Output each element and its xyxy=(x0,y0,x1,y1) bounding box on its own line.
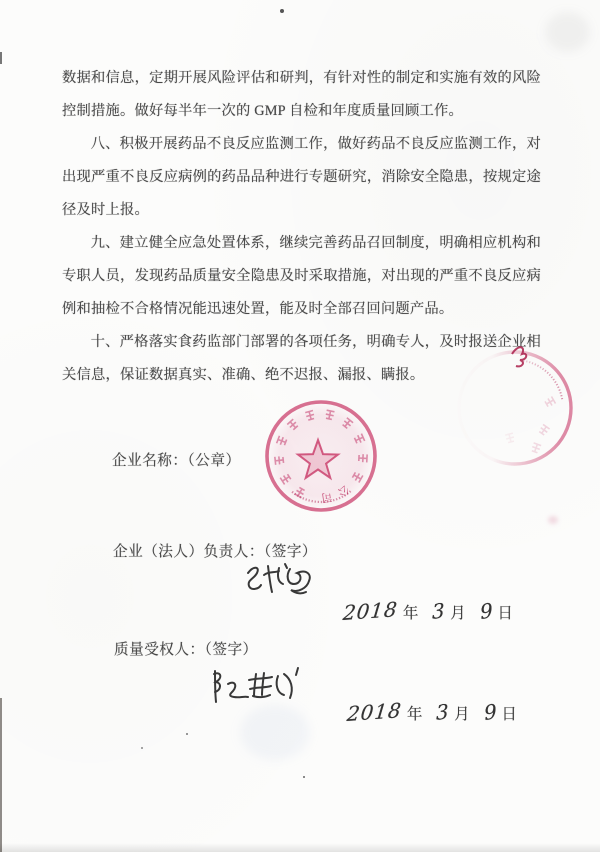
scan-speck xyxy=(141,747,143,749)
date-year-unit: 年 xyxy=(402,605,419,622)
scan-speck xyxy=(303,776,305,778)
date-day: 9 xyxy=(478,598,494,624)
date-month-unit: 月 xyxy=(454,706,470,723)
date-year-unit: 年 xyxy=(406,706,423,723)
quality-person-signature xyxy=(206,666,301,711)
paragraph-item-9: 九、建立健全应急处置体系，继续完善药品召回制度，明确相应机构和专职人员，发现药品质量安全隐患及时采取措施，对出现的严重不良反应病例和抽检不合格情况能迅速处置，能及时全部召回问题产品。 xyxy=(62,235,541,317)
company-seal-stamp xyxy=(262,398,382,518)
date-day: 9 xyxy=(482,699,498,725)
seal-ring-char: 公 xyxy=(335,482,352,499)
paragraph-item-8: 八、积极开展药品不良反应监测工作，做好药品不良反应监测工作，对出现严重不良反应病例的药品品种进行专题研究，消除安全隐患，按规定途径及时上报。 xyxy=(62,136,541,218)
legal-rep-label: 企业（法人）负责人：（签字） xyxy=(113,544,318,560)
scan-speck xyxy=(0,52,2,64)
company-name-label: 企业名称：（公章） xyxy=(112,453,241,469)
paragraph-continuation: 数据和信息，定期开展风险评估和研判，有针对性的制定和实施有效的风险控制措施。做好每半年一次的 GMP 自检和年度质量回顾工作。 xyxy=(62,70,541,119)
partial-seal-stamp xyxy=(440,340,590,490)
partial-seal-ring xyxy=(459,352,571,464)
date-year: 2018 xyxy=(341,596,400,626)
date-year: 2018 xyxy=(345,697,404,727)
scan-smudge xyxy=(240,705,310,760)
legal-rep-date xyxy=(341,596,513,626)
scan-edge-shadow xyxy=(0,698,2,852)
quality-person-date xyxy=(345,697,517,727)
partial-seal-serial-band xyxy=(523,361,562,400)
date-month: 3 xyxy=(432,598,446,624)
seal-ring-char: 司 xyxy=(320,489,333,504)
scan-bottom-shadow xyxy=(0,843,600,852)
date-day-unit: 日 xyxy=(501,706,517,723)
scan-speck xyxy=(280,9,284,13)
date-day-unit: 日 xyxy=(497,605,513,622)
red-ink-squiggle xyxy=(512,347,526,366)
ink-dot xyxy=(548,516,558,524)
paragraph-item-10: 十、严格落实食药监部门部署的各项任务，明确专人，及时报送企业相关信息，保证数据真实、准确、绝不迟报、漏报、瞒报。 xyxy=(62,334,541,383)
scan-speck xyxy=(186,733,188,735)
scan-smudge xyxy=(545,12,590,52)
date-month: 3 xyxy=(436,699,450,725)
date-month-unit: 月 xyxy=(450,605,466,622)
quality-person-label: 质量受权人：（签字） xyxy=(114,642,258,658)
legal-rep-signature xyxy=(238,560,323,602)
